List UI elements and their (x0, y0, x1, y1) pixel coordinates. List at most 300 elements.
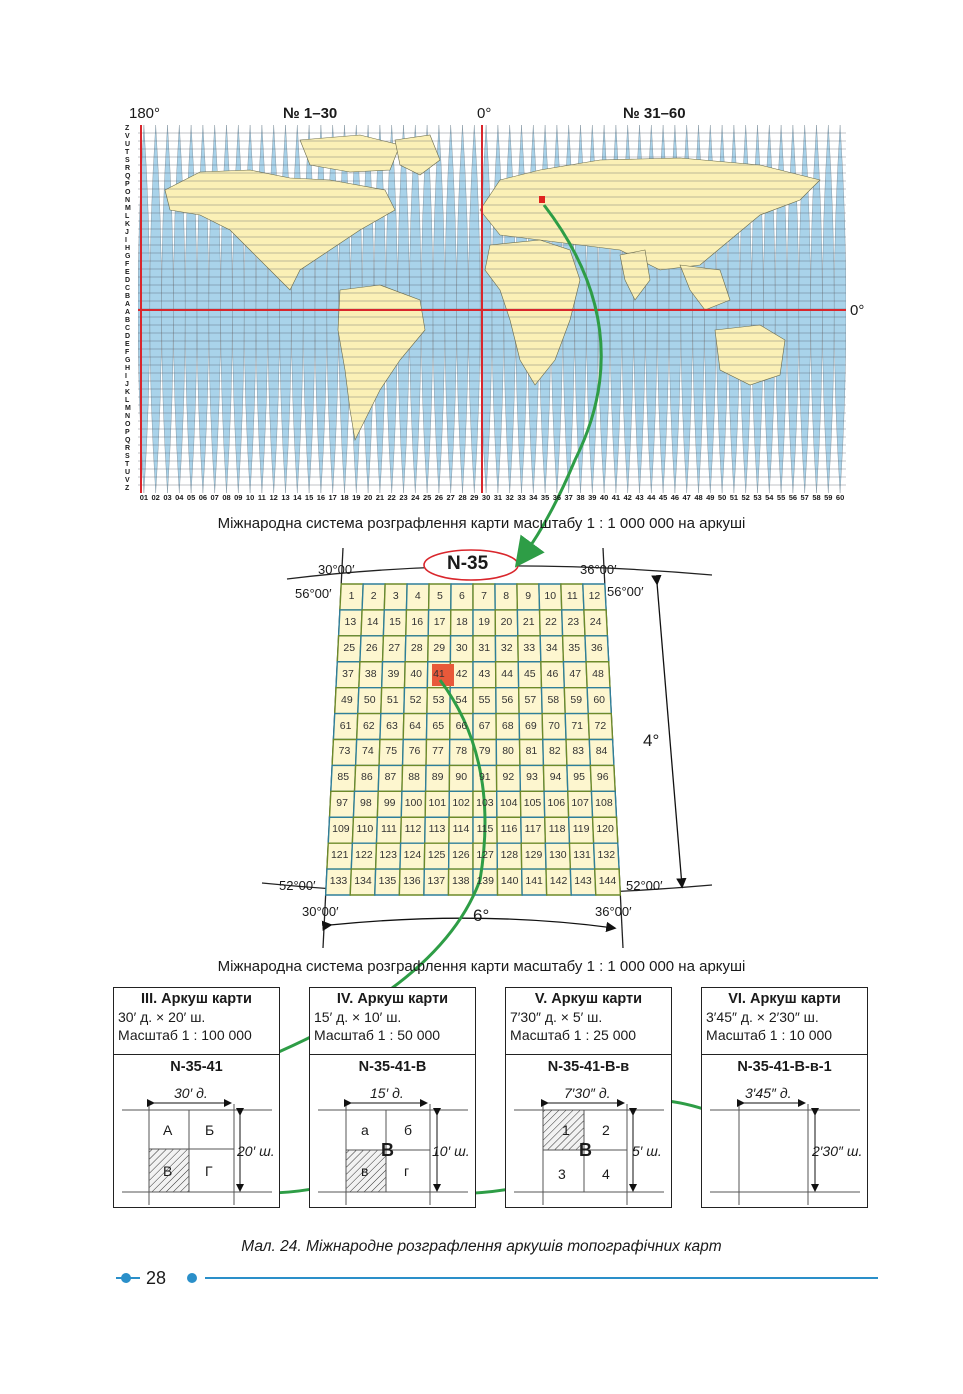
sheet-cell-number: 61 (339, 719, 352, 732)
row-letter: F (125, 261, 130, 268)
sheet-cell-number: 83 (572, 745, 584, 758)
sheet-cell-number: 136 (403, 875, 421, 888)
q1-2: а (361, 1122, 369, 1138)
sheet-cell-number: 132 (597, 849, 616, 862)
sheet-cell-number: 16 (411, 615, 424, 628)
sheet-cell-number: 45 (523, 667, 536, 680)
zone-number: 31 (493, 493, 503, 502)
sheet-cell-number: 99 (383, 797, 396, 810)
box-title: V. Аркуш карти (534, 991, 643, 1007)
row-letter: U (125, 469, 131, 476)
sheet-cell-number: 38 (364, 667, 377, 680)
sheet-cell-number: 124 (403, 849, 422, 862)
sheet-cell-number: 26 (365, 641, 378, 654)
sheet-cell-number: 97 (336, 797, 348, 810)
sheet-cell-number: 106 (547, 797, 566, 810)
sheet-cell-number: 25 (343, 641, 356, 654)
sheet-cell-number: 49 (340, 693, 353, 706)
sheet-cell-number: 91 (478, 771, 491, 784)
sheet-cell-number: 119 (572, 823, 590, 836)
sheet-cell-number: 123 (379, 849, 397, 862)
sheet-cell-number: 69 (525, 719, 537, 732)
sheet-cell-number: 2 (370, 589, 377, 602)
q2-3: 2 (602, 1122, 610, 1138)
row-letter: H (125, 365, 131, 372)
sheet-cell-number: 42 (455, 667, 468, 680)
zone-number: 26 (434, 493, 444, 502)
dim-side-4: 2′30″ ш. (812, 1143, 863, 1159)
sheet-cell-number: 112 (404, 823, 422, 836)
sheet-cell-number: 98 (360, 797, 372, 810)
zone-number: 09 (234, 493, 243, 502)
row-letter: T (125, 149, 130, 156)
zone-number: 13 (281, 493, 290, 502)
box-code: N-35-41-В-в-1 (737, 1059, 832, 1075)
box-scale: Масштаб 1 : 25 000 (510, 1027, 637, 1043)
sheet-cell-number: 53 (432, 693, 445, 706)
sheet-cell-number: 41 (433, 667, 445, 680)
zone-number: 23 (399, 493, 408, 502)
sheet-cell-number: 102 (452, 797, 470, 810)
sheet-cell-number: 120 (596, 823, 614, 836)
row-letter: Q (125, 173, 131, 180)
sheet-cell-number: 138 (452, 875, 470, 888)
zone-number: 54 (765, 493, 774, 502)
sheet-cell-number: 5 (436, 589, 443, 602)
zone-number: 05 (186, 493, 196, 502)
zone-number: 35 (540, 493, 550, 502)
sheet-cell-number: 43 (478, 667, 491, 680)
row-letter: L (125, 397, 130, 404)
sheet-cell-number: 10 (544, 589, 557, 602)
sheet-cell-number: 121 (330, 849, 349, 862)
sheet-cell-number: 113 (428, 823, 446, 836)
sheet-cell-number: 88 (408, 771, 420, 784)
sheet-cell-number: 108 (595, 797, 613, 810)
sheet-cell-number: 114 (452, 823, 470, 836)
dim-top-4: 3′45″ д. (745, 1085, 792, 1101)
sheet-cell-number: 57 (524, 693, 537, 706)
sheet-cell-number: 62 (362, 719, 375, 732)
q4-2: г (404, 1163, 410, 1179)
zone-number: 14 (293, 493, 302, 502)
zone-number: 43 (635, 493, 644, 502)
zone-number: 11 (257, 493, 266, 502)
page-number: 28 (146, 1268, 167, 1288)
sheet-cell-number: 13 (344, 615, 357, 628)
zone-number: 45 (658, 493, 668, 502)
zone-number: 48 (694, 493, 703, 502)
big-letter-3: В (579, 1140, 592, 1160)
sheet-cell-number: 110 (356, 823, 374, 836)
sheet-cell-number: 59 (570, 693, 583, 706)
sheet-cell-number: 21 (522, 615, 535, 628)
zone-number: 55 (776, 493, 786, 502)
zone-number: 47 (682, 493, 691, 502)
zone-number: 53 (753, 493, 762, 502)
zone-number: 60 (835, 493, 845, 502)
sheet-cell-number: 81 (525, 745, 538, 758)
row-letter: O (125, 421, 131, 428)
sheet-cell-number: 94 (549, 771, 562, 784)
row-letter: L (125, 213, 130, 220)
row-letter: A (125, 301, 131, 308)
lat-north-right: 56°00′ (607, 584, 644, 599)
box-title: III. Аркуш карти (141, 991, 252, 1007)
sheet-cell-number: 86 (361, 771, 373, 784)
sheet-cell-number: 52 (409, 693, 422, 706)
zone-number: 29 (470, 493, 479, 502)
sheet-cell-number: 8 (503, 589, 510, 602)
sheet-cell-number: 87 (384, 771, 397, 784)
sheet-cell-number: 71 (571, 719, 584, 732)
sheet-cell-number: 74 (361, 745, 374, 758)
label-zones-west: № 1–30 (283, 105, 338, 122)
sheet-cell-number: 109 (332, 823, 350, 836)
row-letter: V (125, 133, 130, 140)
zone-number: 22 (387, 493, 396, 502)
row-letter: B (125, 293, 131, 300)
q3-2: в (361, 1163, 369, 1179)
row-letter: J (125, 381, 129, 388)
zone-number: 17 (328, 493, 337, 502)
row-letter: U (125, 141, 131, 148)
zone-number: 42 (623, 493, 632, 502)
sheet-cell-number: 9 (525, 589, 532, 602)
row-letter: F (125, 349, 130, 356)
sheet-code: N-35 (447, 553, 489, 574)
figure-caption: Мал. 24. Міжнародне розграфлення аркушів топографічних карт (241, 1238, 722, 1255)
zone-number: 25 (422, 493, 432, 502)
row-letter: C (125, 325, 131, 332)
zone-number: 38 (576, 493, 585, 502)
row-letter: S (125, 157, 130, 164)
sheet-cell-number: 125 (427, 849, 446, 862)
zone-number: 07 (210, 493, 219, 502)
lon-west-top: 30°00′ (318, 562, 355, 577)
zone-number: 57 (800, 493, 809, 502)
sheet-cell-number: 96 (596, 771, 609, 784)
sheet-cell-number: 22 (545, 615, 557, 628)
sheet-cell-number: 18 (456, 615, 468, 628)
zone-number: 19 (352, 493, 361, 502)
sheet-cell-number: 141 (525, 875, 543, 888)
box-scale: Масштаб 1 : 50 000 (314, 1027, 441, 1043)
label-0-top: 0° (477, 105, 492, 122)
sheet-cell-number: 84 (595, 745, 608, 758)
zone-number: 16 (316, 493, 326, 502)
q3-1: В (163, 1163, 173, 1179)
dim-side-1: 20′ ш. (237, 1143, 275, 1159)
big-letter-2: В (381, 1140, 394, 1160)
box-title: VI. Аркуш карти (728, 991, 841, 1007)
zone-number: 20 (363, 493, 373, 502)
sheet-cell-number: 23 (567, 615, 580, 628)
sheet-cell-number: 103 (476, 797, 494, 810)
zone-number: 41 (611, 493, 621, 502)
sheet-cell-number: 48 (592, 667, 604, 680)
row-letter: Z (125, 125, 130, 132)
zone-number: 59 (824, 493, 833, 502)
sheet-cell-number: 47 (569, 667, 582, 680)
row-letter: D (125, 277, 131, 284)
sheet-cell-number: 4 (414, 589, 421, 602)
sheet-cell-number: 95 (573, 771, 585, 784)
sheet-cell-number: 34 (545, 641, 558, 654)
box-size: 30′ д. × 20′ ш. (118, 1009, 206, 1025)
sheet-cell-number: 51 (386, 693, 399, 706)
sheet-cell-number: 73 (338, 745, 351, 758)
sheet-cell-number: 56 (501, 693, 514, 706)
zone-number: 32 (505, 493, 514, 502)
zone-number: 15 (304, 493, 314, 502)
row-letter: Q (125, 437, 131, 444)
zone-number: 58 (812, 493, 821, 502)
dim-top-3: 7′30″ д. (564, 1085, 611, 1101)
sheet-cell-number: 89 (431, 771, 444, 784)
sheet-cell-number: 33 (523, 641, 536, 654)
q1-3: 1 (562, 1122, 570, 1138)
label-zones-east: № 31–60 (623, 105, 686, 122)
sheet-cell-number: 55 (478, 693, 491, 706)
sheet-cell-number: 68 (501, 719, 514, 732)
lat-north-left: 56°00′ (295, 586, 332, 601)
sheet-cell-number: 122 (355, 849, 373, 862)
zone-number: 28 (458, 493, 467, 502)
height-label: 4° (643, 731, 660, 750)
dim-top-2: 15′ д. (370, 1085, 404, 1101)
sheet-cell-number: 144 (598, 875, 617, 888)
sheet-cell-number: 142 (549, 875, 568, 888)
sheet-cell-number: 116 (500, 823, 518, 836)
zone-number: 56 (788, 493, 798, 502)
sheet-cell-number: 15 (389, 615, 401, 628)
sheet-cell-number: 19 (478, 615, 490, 628)
zone-number: 50 (717, 493, 727, 502)
sheet-cell-number: 77 (432, 745, 444, 758)
sheet-cell-number: 105 (523, 797, 542, 810)
row-letter: T (125, 461, 130, 468)
sheet-cell-number: 28 (410, 641, 423, 654)
sheet-cell-number: 72 (594, 719, 607, 732)
sheet-cell-number: 54 (455, 693, 468, 706)
sheet-cell-number: 143 (574, 875, 592, 888)
row-letter: C (125, 285, 131, 292)
row-letter: I (125, 373, 127, 380)
box-size: 15′ д. × 10′ ш. (314, 1009, 402, 1025)
sheet-cell-number: 29 (433, 641, 446, 654)
label-equator: 0° (850, 302, 865, 319)
dim-side-3: 5′ ш. (632, 1143, 662, 1159)
sheet-cell-number: 31 (478, 641, 491, 654)
sheet-cell-number: 139 (476, 875, 494, 888)
zone-number: 12 (269, 493, 278, 502)
sheet-cell-number: 101 (428, 797, 447, 810)
lat-south-left: 52°00′ (279, 878, 316, 893)
q4-1: Г (205, 1163, 213, 1179)
sheet-cell-number: 30 (455, 641, 468, 654)
q1-1: А (163, 1122, 173, 1138)
zone-number: 03 (163, 493, 172, 502)
row-letter: D (125, 333, 131, 340)
sheet-cell-number: 104 (499, 797, 518, 810)
sheet-cell-number: 65 (432, 719, 445, 732)
sheet-cell-number: 129 (524, 849, 543, 862)
zone-number: 52 (741, 493, 750, 502)
sheet-cell-number: 11 (566, 589, 578, 602)
sheet-cell-number: 137 (427, 875, 446, 888)
zone-number: 21 (375, 493, 385, 502)
row-letter: R (125, 445, 131, 452)
sheet-cell-number: 37 (342, 667, 354, 680)
row-letter: J (125, 229, 129, 236)
sheet-cell-number: 20 (500, 615, 513, 628)
dim-top-1: 30′ д. (174, 1085, 208, 1101)
caption-sheet: Міжнародна система розграфлення карти масштабу 1 : 1 000 000 на аркуші (217, 958, 746, 975)
row-letter: Z (125, 485, 130, 492)
zone-number: 40 (599, 493, 609, 502)
sheet-cell-number: 50 (363, 693, 376, 706)
sheet-cell-number: 75 (385, 745, 398, 758)
sheet-cell-number: 63 (386, 719, 398, 732)
zone-number: 24 (411, 493, 420, 502)
row-letter: G (125, 357, 131, 364)
zone-number: 34 (529, 493, 538, 502)
row-letter: N (125, 413, 131, 420)
row-letter: P (125, 181, 130, 188)
zone-number: 01 (139, 493, 149, 502)
zone-number: 33 (517, 493, 526, 502)
box-title: IV. Аркуш карти (336, 991, 449, 1007)
zone-number: 37 (564, 493, 573, 502)
sheet-cell-number: 46 (546, 667, 559, 680)
box-scale: Масштаб 1 : 100 000 (118, 1027, 252, 1043)
zone-number: 46 (670, 493, 680, 502)
sheet-cell-number: 35 (568, 641, 581, 654)
sheet-cell-number: 128 (500, 849, 519, 862)
q4-3: 4 (602, 1166, 610, 1182)
sheet-cell-number: 100 (404, 797, 423, 810)
sheet-cell-number: 40 (410, 667, 423, 680)
sheet-cell-number: 78 (455, 745, 468, 758)
sheet-cell-number: 117 (524, 823, 542, 836)
sheet-cell-number: 82 (548, 745, 561, 758)
sheet-cell-number: 3 (392, 589, 399, 602)
sheet-cell-number: 107 (571, 797, 589, 810)
box-scale: Масштаб 1 : 10 000 (706, 1027, 833, 1043)
sheet-cell-number: 27 (388, 641, 401, 654)
sheet-cell-number: 39 (387, 667, 400, 680)
zone-number: 04 (175, 493, 184, 502)
row-letter: E (125, 341, 130, 348)
q2-2: б (404, 1122, 413, 1138)
box-code: N-35-41 (170, 1059, 223, 1075)
sheet-cell-number: 67 (478, 719, 491, 732)
box-size: 3′45″ д. × 2′30″ ш. (706, 1009, 819, 1025)
caption-world-map: Міжнародна система розграфлення карти масштабу 1 : 1 000 000 на аркуші (217, 515, 746, 532)
sheet-cell-number: 60 (593, 693, 605, 706)
row-letter: I (125, 237, 127, 244)
sheet-cell-number: 32 (500, 641, 513, 654)
box-code: N-35-41-В (358, 1059, 427, 1075)
sheet-cell-number: 24 (589, 615, 602, 628)
zone-number: 39 (588, 493, 597, 502)
box-size: 7′30″ д. × 5′ ш. (510, 1009, 603, 1025)
sheet-cell-number: 134 (354, 875, 372, 888)
sheet-cell-number: 93 (526, 771, 538, 784)
zone-number: 49 (706, 493, 715, 502)
zone-number: 08 (222, 493, 231, 502)
sheet-cell-number: 126 (452, 849, 470, 862)
row-letter: S (125, 453, 130, 460)
sheet-cell-number: 12 (588, 589, 601, 602)
lat-south-right: 52°00′ (626, 878, 663, 893)
row-letter: N (125, 197, 131, 204)
sheet-cell-number: 118 (548, 823, 566, 836)
row-letter: R (125, 165, 131, 172)
row-letter: E (125, 269, 130, 276)
sheet-cell-number: 66 (455, 719, 468, 732)
dim-side-2: 10′ ш. (432, 1143, 470, 1159)
sheet-cell-number: 130 (549, 849, 567, 862)
sheet-cell-number: 92 (502, 771, 515, 784)
sheet-cell-number: 133 (329, 875, 348, 888)
sheet-cell-number: 127 (476, 849, 494, 862)
zone-number: 02 (151, 493, 160, 502)
sheet-cell-number: 36 (590, 641, 603, 654)
q3-3: 3 (558, 1166, 566, 1182)
lon-west-bottom: 30°00′ (302, 904, 339, 919)
sheet-cell-number: 44 (501, 667, 513, 680)
zone-number: 51 (729, 493, 739, 502)
sheet-cell-number: 58 (547, 693, 560, 706)
zone-number: 44 (647, 493, 656, 502)
sheet-cell-number: 80 (502, 745, 514, 758)
row-letter: K (125, 221, 131, 228)
row-letter: V (125, 477, 130, 484)
zone-number: 30 (481, 493, 491, 502)
sheet-cell-number: 64 (409, 719, 421, 732)
row-letter: O (125, 189, 131, 196)
row-letter: P (125, 429, 130, 436)
sheet-cell-number: 115 (476, 823, 494, 836)
sheet-cell-number: 79 (478, 745, 491, 758)
sheet-cell-number: 7 (481, 589, 487, 602)
sheet-cell-number: 6 (459, 589, 465, 602)
lon-east-bottom: 36°00′ (595, 904, 632, 919)
row-letter: G (125, 253, 131, 260)
zone-number: 36 (552, 493, 562, 502)
sheet-cell-number: 135 (378, 875, 397, 888)
row-letter: A (125, 309, 131, 316)
row-letter: M (125, 405, 131, 412)
sheet-cell-number: 140 (500, 875, 519, 888)
sheet-cell-number: 111 (380, 823, 397, 836)
zone-number: 10 (245, 493, 255, 502)
zone-number: 18 (340, 493, 349, 502)
sheet-cell-number: 76 (408, 745, 421, 758)
zone-number: 27 (446, 493, 455, 502)
q2-1: Б (205, 1122, 215, 1138)
box-code: N-35-41-В-в (547, 1059, 630, 1075)
sheet-cell-number: 70 (548, 719, 560, 732)
row-letter: H (125, 245, 131, 252)
sheet-cell-number: 85 (337, 771, 350, 784)
label-180: 180° (129, 105, 161, 122)
sheet-cell-number: 17 (433, 615, 446, 628)
sheet-cell-number: 131 (573, 849, 591, 862)
zone-number: 06 (198, 493, 208, 502)
